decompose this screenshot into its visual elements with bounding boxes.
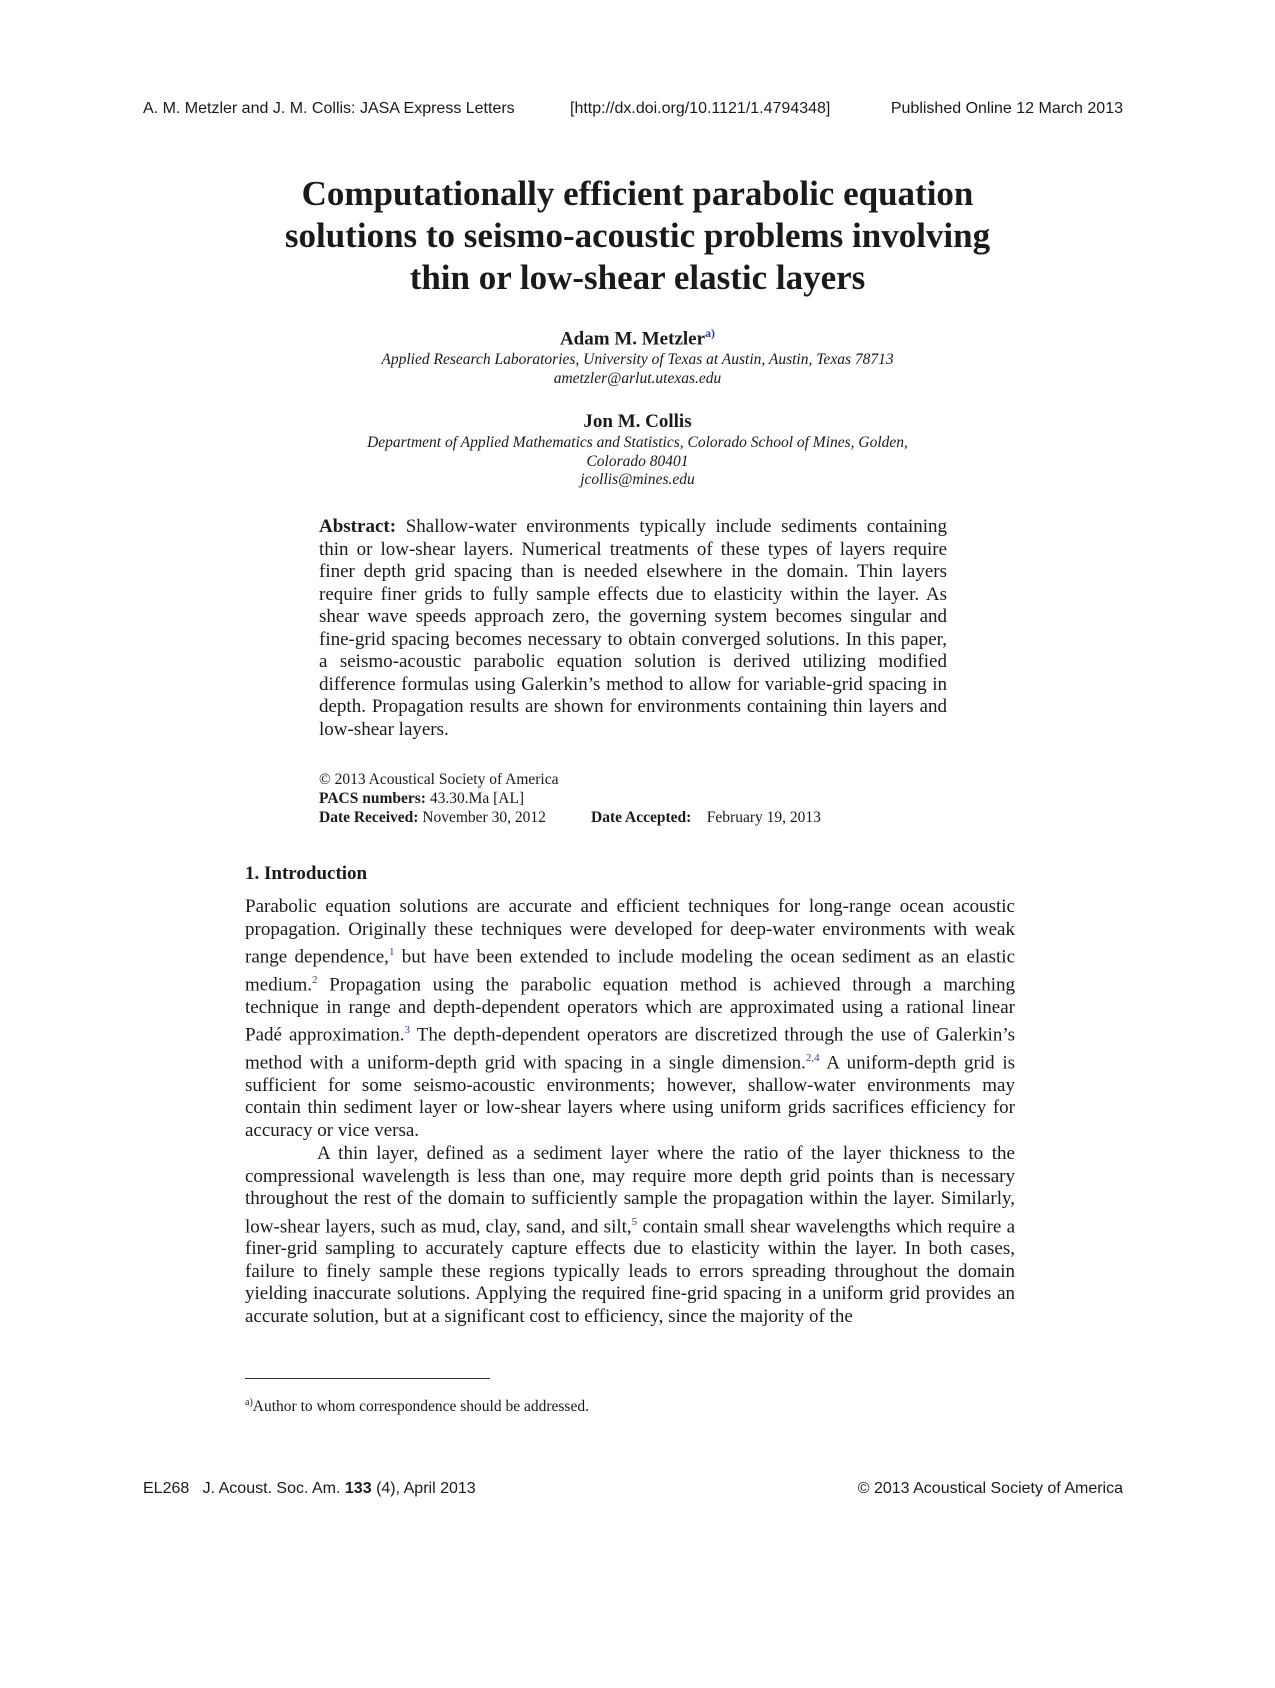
author-footnote-mark[interactable]: a) (705, 326, 716, 340)
pacs-line: PACS numbers: 43.30.Ma [AL] (319, 790, 525, 807)
title-line: solutions to seismo-acoustic problems involving (284, 216, 991, 255)
title-line: Computationally efficient parabolic equation (301, 174, 974, 213)
footer-copyright: © 2013 Acoustical Society of America (857, 1480, 1123, 1497)
author-block (200, 410, 1075, 490)
dates-line (319, 808, 947, 827)
header-published-date: Published Online 12 March 2013 (890, 100, 1123, 117)
author-name: Adam M. Metzler$^{a)}$ (559, 326, 716, 350)
header-doi[interactable]: [http://dx.doi.org/10.1121/1.4794348] (570, 100, 831, 117)
accepted-label: Date Accepted: (591, 809, 692, 826)
footnote-text: Author to whom correspondence should be addressed. (252, 1398, 589, 1416)
issue-date: (4), April 2013 (376, 1480, 476, 1497)
citation-link[interactable]: 5 (631, 1215, 638, 1228)
footnote-divider (245, 1378, 490, 1379)
received-label: Date Received: (319, 809, 419, 826)
abstract (319, 516, 947, 741)
received-date: November 30, 2012 (422, 809, 546, 826)
author-email[interactable]: jcollis@mines.edu (580, 471, 695, 488)
citation-link[interactable]: 3 (404, 1024, 411, 1037)
section-heading: 1. Introduction (245, 863, 368, 884)
author-email[interactable]: ametzler@arlut.utexas.edu (553, 369, 722, 387)
copyright-line: © 2013 Acoustical Society of America (319, 771, 559, 788)
citation-link[interactable]: 1 (388, 946, 395, 958)
accepted-group (591, 808, 821, 827)
volume: 133 (344, 1480, 372, 1497)
citation-link[interactable]: 2,4 (805, 1051, 820, 1064)
body-paragraph: A thin layer, defined as a sediment layer where the ratio of the layer thickness to the compressional wavelength is less than one, may require more depth grid points than is necessary throughout the rest of the domain to sufficiently sample the propagation within the layer. Similarly, low-shear layers, such as mud, clay, sand, and silt,$^5$ contain small shear wavelengths which require a finer-grid sampling to accurately capture effects due to elasticity within the layer. In both cases, failure to finely sample these regions typically leads to errors spreading throughout the domain yielding inaccurate solutions. Applying the required fine-grid spacing in a uniform grid provides an accurate solution, but at a significant cost to efficiency, since the majority of the (245, 1143, 1015, 1327)
body-paragraph: Parabolic equation solutions are accurate and efficient techniques for long-range ocean acoustic propagation. Originally these techniques were developed for deep-water environments with weak range dependence,$^1$ but have been extended to include modeling the ocean sediment as an elastic medium.$^2$ Propagation using the parabolic equation method is achieved through a marching technique in range and depth-dependent operators which are approximated using a rational linear Padé approximation.$^3$ The depth-dependent operators are discretized through the use of Galerkin’s method with a uniform-depth grid with spacing in a single dimension.$^{2,4}$ A uniform-depth grid is sufficient for some seismo-acoustic environments; however, shallow-water environments may contain thin sediment layer or low-shear layers where using uniform grids sacrifices efficiency for accuracy or vice versa. (245, 896, 1016, 1141)
running-footer (143, 1480, 1123, 1500)
article-title (200, 173, 1075, 299)
article-meta (319, 770, 947, 827)
abstract-text: Shallow-water environments typically include sediments containing thin or low-shear layers. Numerical treatments of these types of layers require finer depth grid spacing than is needed elsewhere in the domain. Thin layers require finer grids to fully sample effects due to elasticity within the layer. As shear wave speeds approach zero, the governing system becomes singular and fine-grid spacing becomes necessary to obtain converged solutions. In this paper, a seismo-acoustic parabolic equation solution is derived utilizing modified difference formulas using Galerkin’s method to allow for variable-grid spacing in depth. Propagation results are shown for environments containing thin layers and low-shear layers. (319, 516, 948, 740)
running-header (143, 100, 1123, 120)
title-line: thin or low-shear elastic layers (409, 258, 866, 297)
journal-name: J. Acoust. Soc. Am. (202, 1480, 341, 1497)
author-name: Jon M. Collis (583, 411, 692, 432)
citation-link[interactable]: 2 (312, 973, 318, 986)
author-affiliation-cont: Colorado 80401 (586, 452, 689, 470)
abstract-label: Abstract: (319, 516, 397, 537)
footnote-mark: a) (245, 1397, 253, 1408)
header-authors: A. M. Metzler and J. M. Collis: JASA Express Letters (143, 100, 515, 117)
footnote (245, 1397, 589, 1416)
footer-citation (143, 1480, 476, 1498)
author-affiliation: Applied Research Laboratories, University of Texas at Austin, Austin, Texas 78713 (381, 351, 894, 369)
accepted-date: February 19, 2013 (706, 809, 821, 826)
page-number: EL268 (143, 1480, 190, 1497)
author-affiliation: Department of Applied Mathematics and Statistics, Colorado School of Mines, Golden, (367, 434, 908, 451)
author-block (200, 321, 1075, 388)
